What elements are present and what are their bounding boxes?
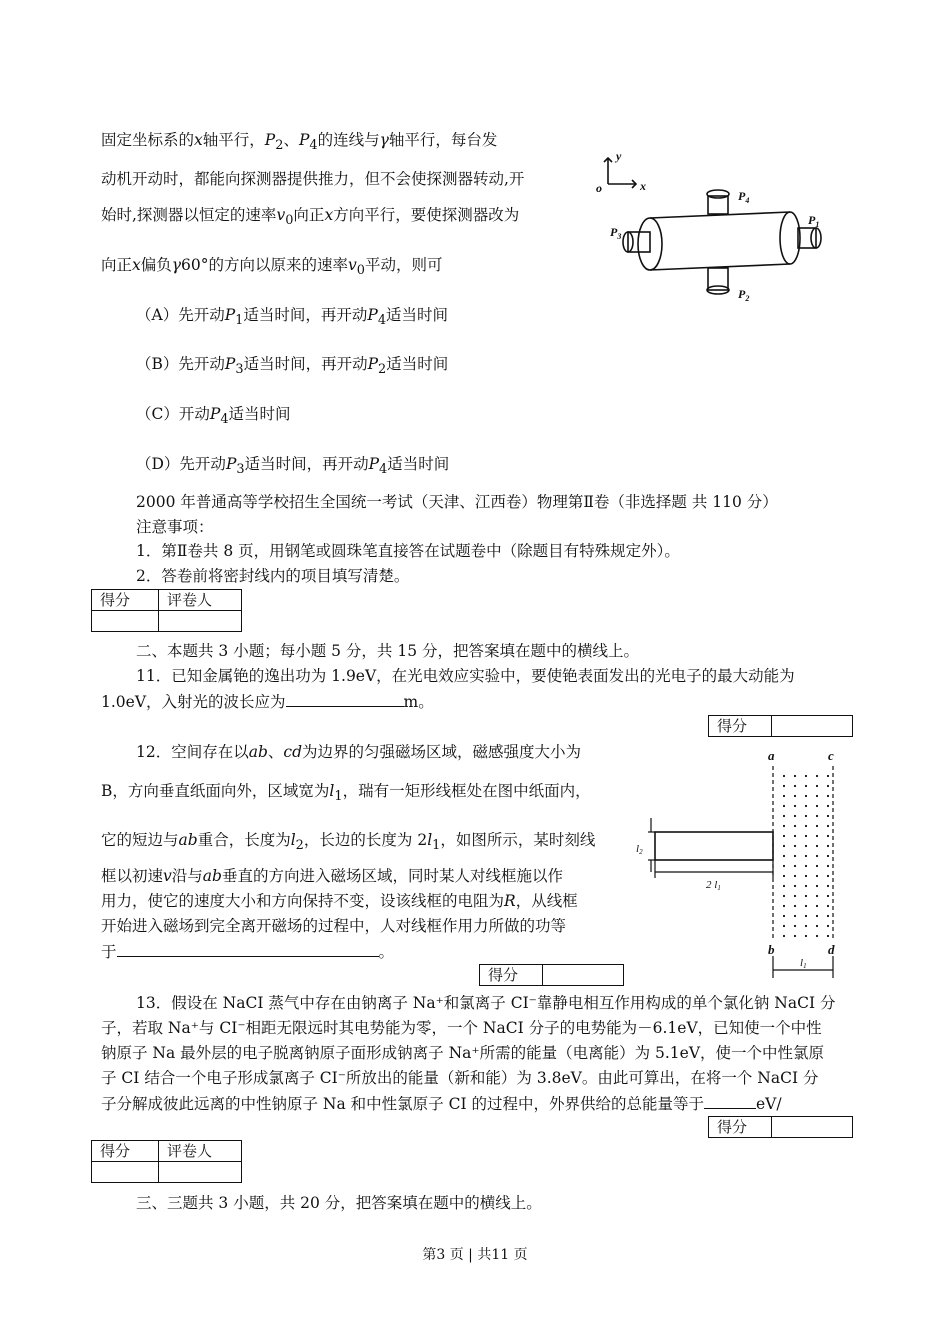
field-dot <box>783 925 785 927</box>
q10-option-a: （A）先开动$P_1$适当时间，再开动$P_4$适当时间 <box>136 306 449 329</box>
q10-line-2: 动机开动时，都能向探测器提供推力，但不会使探测器转动,开 <box>101 170 525 188</box>
field-dot <box>794 865 796 867</box>
field-dot <box>805 855 807 857</box>
field-dot <box>805 895 807 897</box>
q12-answer-blank[interactable] <box>117 941 379 957</box>
field-dot <box>805 925 807 927</box>
fig-label-l1: l1 <box>800 957 807 970</box>
field-dot <box>816 905 818 907</box>
field-dot <box>783 855 785 857</box>
field-dot <box>794 795 796 797</box>
q13-line-2: 子，若取 Na⁺与 CI⁻相距无限远时其电势能为零，一个 NaCI 分子的电势能为－6.1eV，已知使一个中性 <box>101 1019 822 1037</box>
fig-x-label: x <box>640 179 646 193</box>
part2-note-2: 2．答卷前将密封线内的项目填写清楚。 <box>136 567 410 585</box>
field-dot <box>816 835 818 837</box>
field-dot <box>794 845 796 847</box>
score-grader-box-1 <box>91 589 242 632</box>
field-dot <box>794 775 796 777</box>
field-dot <box>827 775 829 777</box>
field-dot <box>783 905 785 907</box>
field-dot <box>805 825 807 827</box>
q11-line-2: 1.0eV，入射光的波长应为 m。 <box>101 693 434 711</box>
part2-notice: 注意事项： <box>136 518 214 536</box>
field-dot <box>783 875 785 877</box>
field-dot <box>805 805 807 807</box>
field-dot <box>816 775 818 777</box>
q10-option-b: （B）先开动$P_3$适当时间，再开动$P_2$适当时间 <box>136 355 449 378</box>
field-dot <box>805 885 807 887</box>
field-dot <box>783 775 785 777</box>
probe-bottom-edge <box>650 264 790 270</box>
field-dot <box>816 845 818 847</box>
field-dot <box>794 815 796 817</box>
field-dot <box>816 925 818 927</box>
field-dot <box>794 835 796 837</box>
score-grader-box-2: 得分 评卷人 <box>91 1140 242 1183</box>
field-dot <box>816 805 818 807</box>
field-dot <box>805 785 807 787</box>
q10-line-3: 始时,探测器以恒定的速率$v_0$向正x方向平行，要使探测器改为 <box>101 206 520 229</box>
field-dot <box>805 915 807 917</box>
field-dot <box>827 835 829 837</box>
fig-label-2l1: 2 l1 <box>706 879 721 892</box>
field-dot <box>794 895 796 897</box>
field-dot <box>794 885 796 887</box>
q13-line-3: 钠原子 Na 最外层的电子脱离钠原子面形成钠离子 Na⁺所需的能量（电离能）为 5.1eV，使一个中性氯原 <box>101 1044 825 1062</box>
q12-line-6: 开始进入磁场到完全离开磁场的过程中，人对线框作用力所做的功等 <box>101 917 567 935</box>
part2-note-1: 1．第Ⅱ卷共 8 页，用钢笔或圆珠笔直接答在试题卷中（除题目有特殊规定外）。 <box>136 542 680 560</box>
field-dot <box>827 915 829 917</box>
fig-p3-label: $P_3$ <box>610 225 622 241</box>
field-dot <box>827 935 829 937</box>
field-dot <box>805 845 807 847</box>
field-dot <box>816 785 818 787</box>
field-dot <box>783 885 785 887</box>
field-dot <box>827 875 829 877</box>
field-dot <box>827 845 829 847</box>
q12-line-5: 用力，使它的速度大小和方向保持不变，设该线框的电阻为R，从线框 <box>101 892 578 910</box>
q12-line-4: 框以初速v沿与ab垂直的方向进入磁场区域，同时某人对线框施以作 <box>101 867 563 885</box>
field-dot <box>794 785 796 787</box>
field-dot <box>805 875 807 877</box>
score-box-q11: 得分 <box>708 715 853 737</box>
field-dot <box>816 935 818 937</box>
fig-label-d: d <box>828 942 835 957</box>
q12-line-2: B，方向垂直纸面向外，区域宽为$l_1$，瑞有一矩形线框处在图中纸面内， <box>101 782 591 805</box>
q13-line-4: 子 CI 结合一个电子形成氯离子 CI⁻所放出的能量（新和能）为 3.8eV。由此可算出，在将一个 NaCI 分 <box>101 1069 819 1087</box>
field-dot <box>783 935 785 937</box>
fig-p1-label: $P_1$ <box>808 213 820 229</box>
probe-right-end <box>780 212 800 264</box>
field-dot <box>794 915 796 917</box>
field-dot <box>783 805 785 807</box>
field-dot <box>827 885 829 887</box>
field-dot <box>827 815 829 817</box>
field-dot <box>783 825 785 827</box>
fig-y-label: y <box>616 149 622 163</box>
field-dots <box>783 775 829 937</box>
field-dot <box>816 915 818 917</box>
q13-answer-blank[interactable] <box>704 1093 756 1109</box>
q10-line-4: 向正x偏负γ60°的方向以原来的速率$v_0$平动，则可 <box>101 256 443 279</box>
field-dot <box>827 895 829 897</box>
field-dot <box>805 815 807 817</box>
q10-line-1: 固定坐标系的x轴平行，$P_2$、$P_4$的连线与γ轴平行，每台发 <box>101 131 498 154</box>
q12-line-3: 它的短边与ab重合，长度为$l_2$，长边的长度为 $2l_1$，如图所示，某时刻线 <box>101 831 596 854</box>
q11-line-1: 11．已知金属铯的逸出功为 1.9eV，在光电效应实验中，要使铯表面发出的光电子的最大动能为 <box>136 667 795 685</box>
field-dot <box>794 905 796 907</box>
field-dot <box>805 795 807 797</box>
grader-label: 评卷人 <box>159 590 242 611</box>
field-dot <box>783 895 785 897</box>
page-footer: 第3 页 | 共11 页 <box>422 1247 528 1263</box>
field-dot <box>794 855 796 857</box>
fig-label-b: b <box>768 942 775 957</box>
field-dot <box>827 855 829 857</box>
fig-p4-label: $P_4$ <box>738 189 750 205</box>
field-dot <box>827 785 829 787</box>
q12-line-1: 12．空间存在以ab、cd为边界的匀强磁场区域，磁感强度大小为 <box>136 743 582 761</box>
field-dot <box>783 815 785 817</box>
field-dot <box>805 935 807 937</box>
field-dot <box>827 795 829 797</box>
part2-title: 2000 年普通高等学校招生全国统一考试（天津、江西卷）物理第Ⅱ卷（非选择题 共 110 分） <box>136 493 778 511</box>
field-dot <box>805 835 807 837</box>
field-dot <box>805 775 807 777</box>
q13-line-5: 子分解成彼此远离的中性钠原子 Na 和中性氯原子 CI 的过程中，外界供给的总能量等于 eV/ <box>101 1095 782 1113</box>
field-dot <box>794 925 796 927</box>
section-3-heading: 三、三题共 3 小题，共 20 分，把答案填在题中的横线上。 <box>136 1194 542 1212</box>
score-box-q12: 得分 <box>479 964 624 986</box>
q13-line-1: 13．假设在 NaCI 蒸气中存在由钠离子 Na⁺和氯离子 CI⁻靠静电相互作用构成的单个氯化钠 NaCI 分 <box>136 994 836 1012</box>
fig-label-a: a <box>768 748 775 763</box>
score-label: 得分 <box>92 590 159 611</box>
field-dot <box>794 805 796 807</box>
field-dot <box>827 825 829 827</box>
field-dot <box>794 875 796 877</box>
field-dot <box>816 885 818 887</box>
field-dot <box>827 805 829 807</box>
field-dot <box>783 915 785 917</box>
fig-p2-label: $P_2$ <box>738 287 750 303</box>
field-dot <box>816 875 818 877</box>
field-dot <box>827 905 829 907</box>
field-dot <box>816 825 818 827</box>
section-2-heading: 二、本题共 3 小题；每小题 5 分，共 15 分，把答案填在题中的横线上。 <box>136 642 640 660</box>
field-dot <box>816 865 818 867</box>
q10-option-d: （D）先开动$P_3$适当时间，再开动$P_4$适当时间 <box>136 455 450 478</box>
fig-label-c: c <box>828 748 834 763</box>
field-dot <box>805 905 807 907</box>
score-box-q13: 得分 <box>708 1116 853 1138</box>
field-dot <box>783 865 785 867</box>
field-dot <box>827 925 829 927</box>
wire-frame <box>655 832 773 860</box>
field-dot <box>794 825 796 827</box>
field-dot <box>783 835 785 837</box>
field-dot <box>816 855 818 857</box>
field-dot <box>783 785 785 787</box>
field-dot <box>816 815 818 817</box>
fig-o-label: o <box>596 181 602 195</box>
field-dot <box>794 935 796 937</box>
field-dot <box>783 795 785 797</box>
field-dot <box>827 865 829 867</box>
field-dot <box>816 895 818 897</box>
field-dot <box>805 865 807 867</box>
field-dot <box>783 845 785 847</box>
q11-answer-blank[interactable] <box>286 691 404 707</box>
q12-line-7: 于 。 <box>101 943 395 961</box>
q10-option-c: （C）开动$P_4$适当时间 <box>136 405 291 428</box>
magnetic-field-figure <box>628 748 860 984</box>
fig-label-l2: l2 <box>636 843 643 856</box>
probe-figure <box>590 148 840 308</box>
probe-top-edge <box>650 212 790 218</box>
field-dot <box>816 795 818 797</box>
